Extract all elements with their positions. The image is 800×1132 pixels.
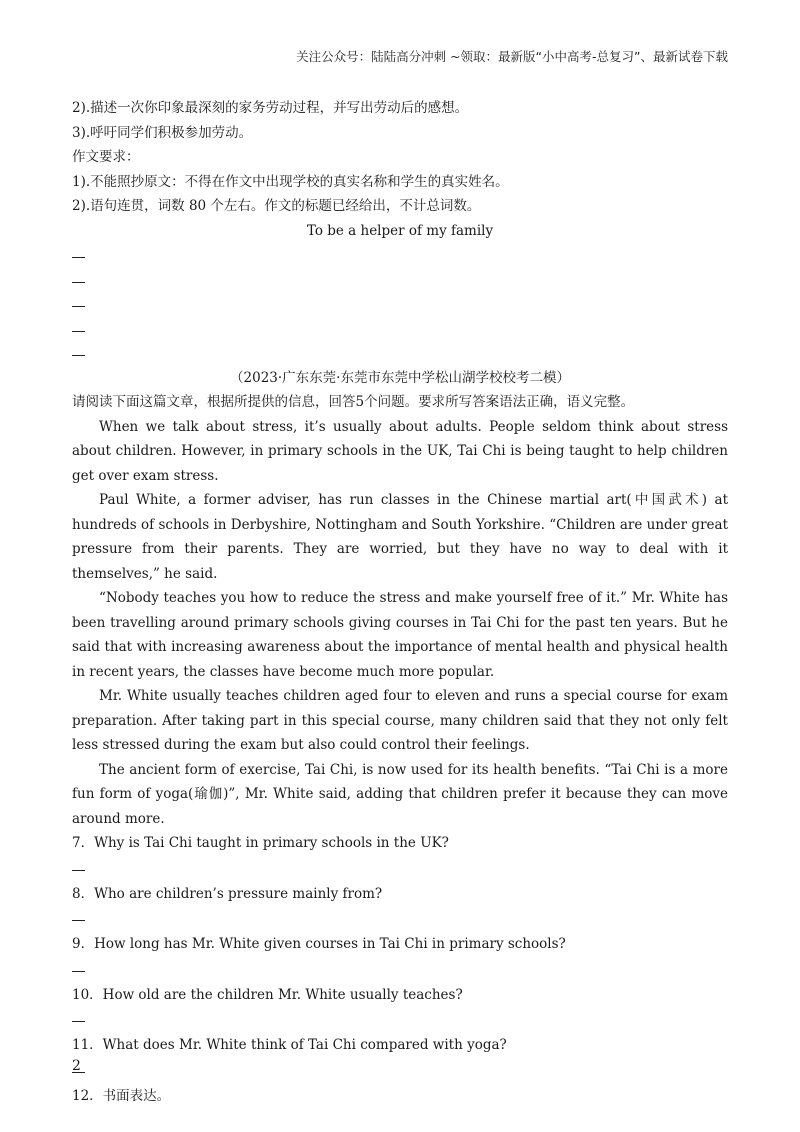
requirement-1: 1).不能照抄原文：不得在作文中出现学校的真实名称和学生的真实姓名。	[72, 173, 509, 190]
passage-paragraph: Paul White, a former adviser, has run classes in the Chinese martial art(中国武术) at hundreds of schools in Derbyshire, Nottingham and South Yorkshire. “Children are under great pressure from their parents. They are worried, but they have no way to deal with it themselves,” he said.	[72, 492, 728, 582]
passage-paragraph: Mr. White usually teaches children aged four to eleven and runs a special course for exam preparation. After taking part in this special course, many children said that they not only felt less stressed during the exam but also could control their feelings.	[72, 688, 728, 753]
reading-source: （2023·广东东莞·东莞市东莞中学松山湖学校校考二模）	[230, 369, 570, 386]
answer-blank[interactable]	[72, 906, 728, 932]
page-header: 关注公众号：陆陆高分冲刺 ~领取：最新版“小中高考-总复习”、最新试卷下载	[296, 49, 728, 64]
answer-blank[interactable]	[72, 292, 728, 317]
question-11: 11．What does Mr. White think of Tai Chi compared with yoga?	[72, 1037, 507, 1053]
answer-blank[interactable]	[72, 1058, 728, 1084]
answer-blank[interactable]	[72, 243, 728, 268]
passage-paragraph: “Nobody teaches you how to reduce the stress and make yourself free of it.” Mr. White has been travelling around primary schools giving courses in Tai Chi for the past ten years. But he said that with increasing awareness about the importance of mental health and physical health in recent years, the classes have become much more popular.	[72, 590, 728, 680]
page-content	[72, 96, 728, 1108]
answer-blank[interactable]	[72, 268, 728, 293]
answer-blank[interactable]	[72, 957, 728, 983]
question-7: 7．Why is Tai Chi taught in primary schools in the UK?	[72, 835, 449, 851]
question-8: 8．Who are children’s pressure mainly from?	[72, 885, 383, 902]
reading-instruction: 请阅读下面这篇文章，根据所提供的信息，回答5个问题。要求所写答案语法正确，语义完整。	[72, 394, 635, 410]
essay-title: To be a helper of my family	[306, 222, 494, 239]
requirement-2: 2).语句连贯，词数 80 个左右。作文的标题已经给出，不计总词数。	[72, 198, 481, 214]
answer-blank[interactable]	[72, 317, 728, 342]
essay-point-2: 2).描述一次你印象最深刻的家务劳动过程，并写出劳动后的感想。	[72, 100, 469, 116]
essay-point-3: 3).呼吁同学们积极参加劳动。	[72, 124, 253, 141]
passage-paragraph: The ancient form of exercise, Tai Chi, is now used for its health benefits. “Tai Chi is a more fun form of yoga(瑜伽)”, Mr. White said, adding that children prefer it because they can move around more.	[72, 761, 728, 827]
answer-blank[interactable]	[72, 341, 728, 366]
answer-blank[interactable]	[72, 856, 728, 882]
passage-paragraph: When we talk about stress, it’s usually about adults. People seldom think about stress about children. However, in primary schools in the UK, Tai Chi is being taught to help children get over exam stress.	[72, 418, 728, 484]
page-number: 2	[72, 1058, 81, 1074]
question-10: 10．How old are the children Mr. White usually teaches?	[72, 986, 463, 1003]
requirements-heading: 作文要求：	[72, 149, 140, 165]
question-12-heading: 12．书面表达。	[72, 1087, 171, 1104]
question-9: 9．How long has Mr. White given courses in Tai Chi in primary schools?	[72, 936, 566, 952]
answer-blank[interactable]	[72, 1007, 728, 1033]
